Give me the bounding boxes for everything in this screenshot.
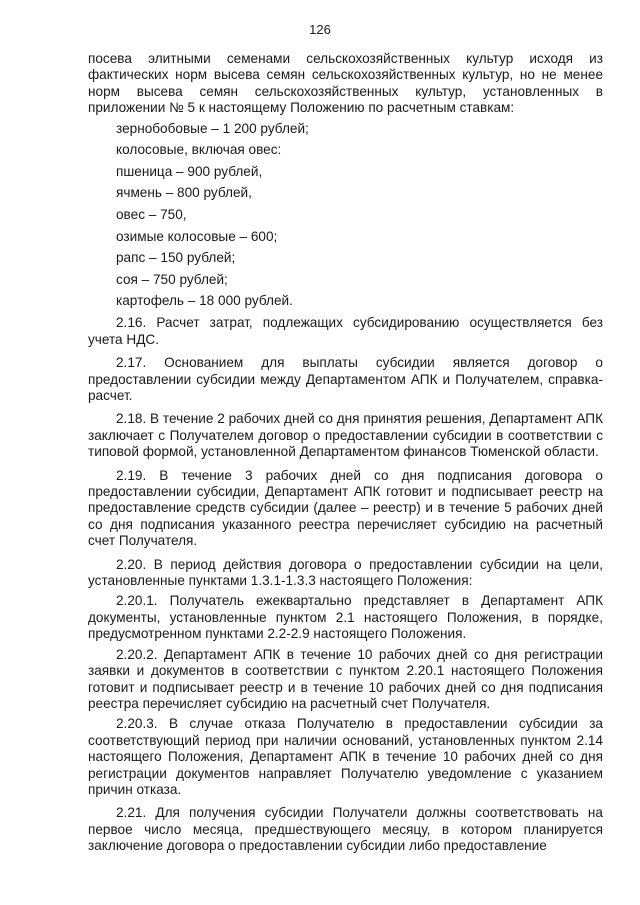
- rates-list: [88, 121, 603, 310]
- rate-item: овес – 750,: [116, 207, 187, 222]
- paragraph-2-19: 2.19. В течение 3 рабочих дней со дня подписания договора о предоставлении субсидии, Департамент АПК готовит и подписывает реестр на предоставление средств субсидии (далее – реестр) и в течение 5 рабочих дней со дня подписания указанного реестра перечисляет субсидию на расчетный счет Получателя.: [88, 467, 603, 549]
- paragraph-2-20-2: 2.20.2. Департамент АПК в течение 10 рабочих дней со дня регистрации заявки и документов в соответствии с пунктом 2.20.1 настоящего Положения готовит и подписывает реестр и в течение 10 рабочих дней со дня подписания реестра перечисляет субсидию на расчетный счет Получателя.: [88, 646, 603, 711]
- rate-item: колосовые, включая овес:: [116, 142, 282, 158]
- rate-item: озимые колосовые – 600;: [116, 228, 278, 244]
- rate-item: зернобобовые – 1 200 рублей;: [116, 120, 309, 136]
- paragraph-2-20: 2.20. В период действия договора о предоставлении субсидии на цели, установленные пунктами 1.3.1-1.3.3 настоящего Положения:: [88, 556, 603, 589]
- document-body: [88, 51, 603, 855]
- page-number: 126: [309, 22, 331, 37]
- paragraph-2-20-3: 2.20.3. В случае отказа Получателю в предоставлении субсидии за соответствующий период при наличии оснований, установленных пунктом 2.14 настоящего Положения, Департамент АПК в течение 10 рабочих дней со дня регистрации документов направляет Получателю уведомление с указанием причин отказа.: [88, 716, 603, 797]
- rate-item: рапс – 150 рублей;: [116, 250, 236, 266]
- paragraph-2-21: 2.21. Для получения субсидии Получатели должны соответствовать на первое число месяца, предшествующего месяцу, в котором планируется заключение договора о предоставлении субсидии либо предоставление: [88, 805, 603, 854]
- intro-paragraph: посева элитными семенами сельскохозяйственных культур исходя из фактических норм высева семян сельскохозяйственных культур, но не менее норм высева семян сельскохозяйственных культур, установленных в приложении № 5 к настоящему Положению по расчетным ставкам:: [88, 51, 603, 116]
- rate-item: пшеница – 900 рублей,: [116, 163, 263, 179]
- paragraph-2-16: 2.16. Расчет затрат, подлежащих субсидированию осуществляется без учета НДС.: [88, 315, 603, 347]
- rate-item: картофель – 18 000 рублей.: [116, 293, 293, 309]
- rate-item: ячмень – 800 рублей,: [116, 185, 252, 201]
- paragraph-2-17: 2.17. Основанием для выплаты субсидии является договор о предоставлении субсидии между Департаментом АПК и Получателем, справка-расчет.: [88, 355, 603, 403]
- paragraph-2-18: 2.18. В течение 2 рабочих дней со дня принятия решения, Департамент АПК заключает с Получателем договор о предоставлении субсидии в соответствии с типовой формой, установленной Департаментом финансов Тюменской области.: [88, 411, 603, 460]
- rate-item: соя – 750 рублей;: [116, 271, 228, 287]
- paragraph-2-20-1: 2.20.1. Получатель ежеквартально представляет в Департамент АПК документы, установленные пунктом 2.1 настоящего Положения, в порядке, предусмотренном пунктами 2.2-2.9 настоящего Положения.: [88, 593, 603, 642]
